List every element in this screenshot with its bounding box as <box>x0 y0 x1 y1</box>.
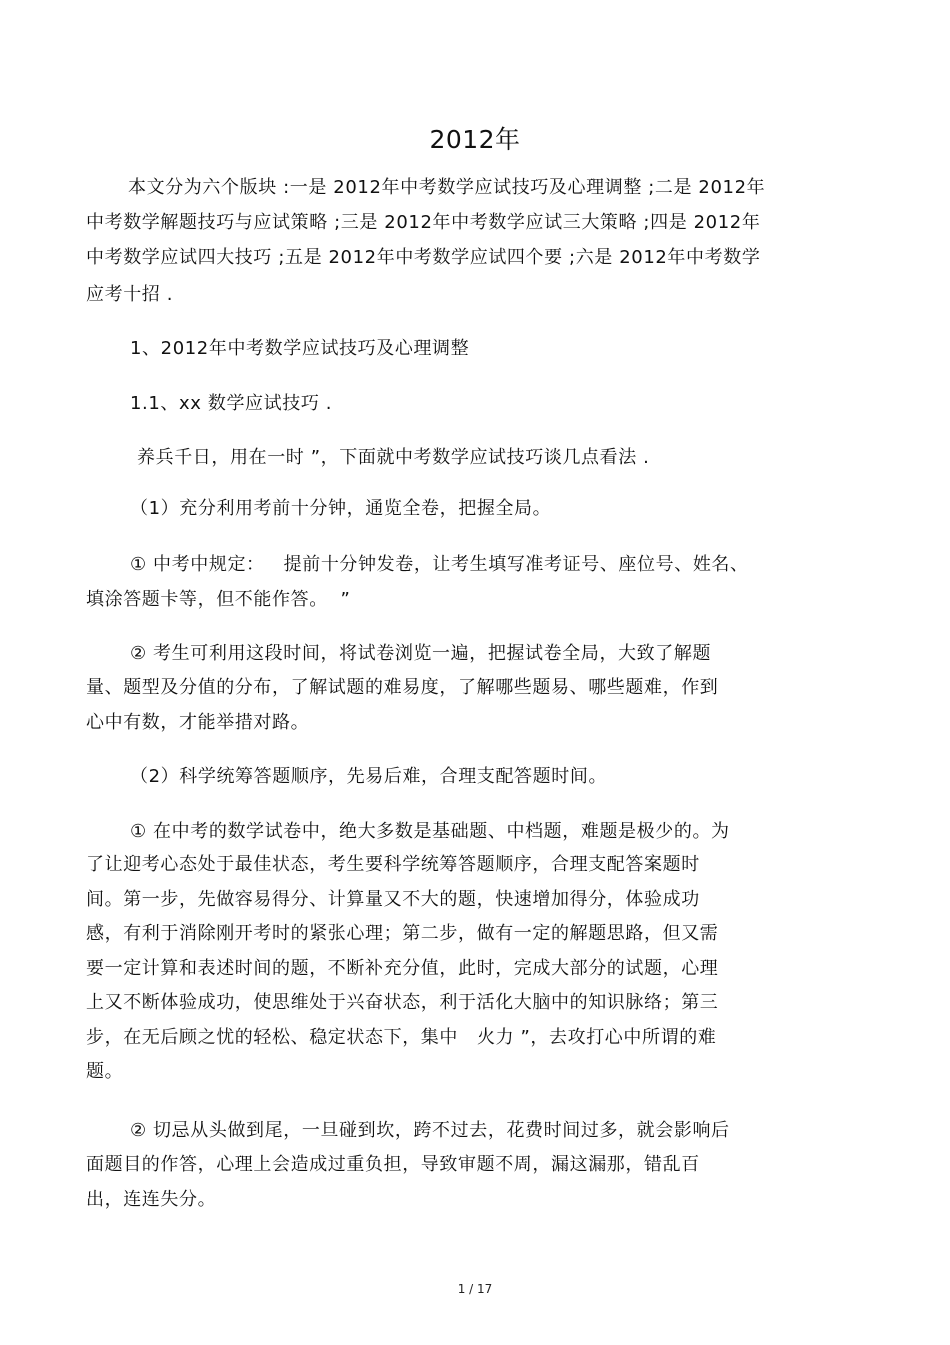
intro-line: 本文分为六个版块 :一是 2012年中考数学应试技巧及心理调整 ;二是 2012年 <box>128 177 766 198</box>
intro-line: 中考数学应试四大技巧 ;五是 2012年中考数学应试四个要 ;六是 2012年中考数学 <box>86 247 761 268</box>
paragraph-line: ② 考生可利用这段时间，将试卷浏览一遍，把握试卷全局，大致了解题 <box>130 643 712 664</box>
intro-line: 中考数学解题技巧与应试策略 ;三是 2012年中考数学应试三大策略 ;四是 2012年 <box>86 212 761 233</box>
page-number: 1 / 17 <box>457 1282 493 1296</box>
paragraph-line: 要一定计算和表述时间的题，不断补充分值，此时，完成大部分的试题，心理 <box>86 958 719 979</box>
paragraph-line: 面题目的作答，心理上会造成过重负担，导致审题不周，漏这漏那，错乱百 <box>86 1154 700 1175</box>
quote-line: 养兵千日，用在一时 ”，下面就中考数学应试技巧谈几点看法 . <box>137 447 650 468</box>
paragraph-line: 量、题型及分值的分布，了解试题的难易度，了解哪些题易、哪些题难，作到 <box>86 677 719 698</box>
point-heading: （2）科学统筹答题顺序，先易后难，合理支配答题时间。 <box>130 766 608 787</box>
paragraph-line: 间。第一步，先做容易得分、计算量又不大的题，快速增加得分，体验成功 <box>86 889 700 910</box>
paragraph-line: 心中有数，才能举措对路。 <box>86 712 310 733</box>
page-title: 2012年 <box>429 125 521 154</box>
paragraph-line: 步，在无后顾之忧的轻松、稳定状态下，集中 火力 ”，去攻打心中所谓的难 <box>86 1027 717 1048</box>
paragraph-line: ① 中考中规定： 提前十分钟发卷，让考生填写准考证号、座位号、姓名、 <box>130 554 749 575</box>
section-heading: 1、2012年中考数学应试技巧及心理调整 <box>130 338 470 359</box>
paragraph-line: 题。 <box>86 1061 124 1082</box>
paragraph-line: 上又不断体验成功，使思维处于兴奋状态，利于活化大脑中的知识脉络；第三 <box>86 992 719 1013</box>
paragraph-line: 填涂答题卡等，但不能作答。 ” <box>86 589 351 610</box>
point-heading: （1）充分利用考前十分钟，通览全卷，把握全局。 <box>130 498 552 519</box>
paragraph-line: 出，连连失分。 <box>86 1189 217 1210</box>
subsection-heading: 1.1、xx 数学应试技巧 . <box>130 393 333 414</box>
intro-line: 应考十招 . <box>86 284 174 305</box>
paragraph-line: 感，有利于消除刚开考时的紧张心理；第二步，做有一定的解题思路，但又需 <box>86 923 719 944</box>
paragraph-line: ① 在中考的数学试卷中，绝大多数是基础题、中档题，难题是极少的。为 <box>130 821 730 842</box>
paragraph-line: ② 切忌从头做到尾，一旦碰到坎，跨不过去，花费时间过多，就会影响后 <box>130 1120 730 1141</box>
paragraph-line: 了让迎考心态处于最佳状态，考生要科学统筹答题顺序，合理支配答案题时 <box>86 854 700 875</box>
